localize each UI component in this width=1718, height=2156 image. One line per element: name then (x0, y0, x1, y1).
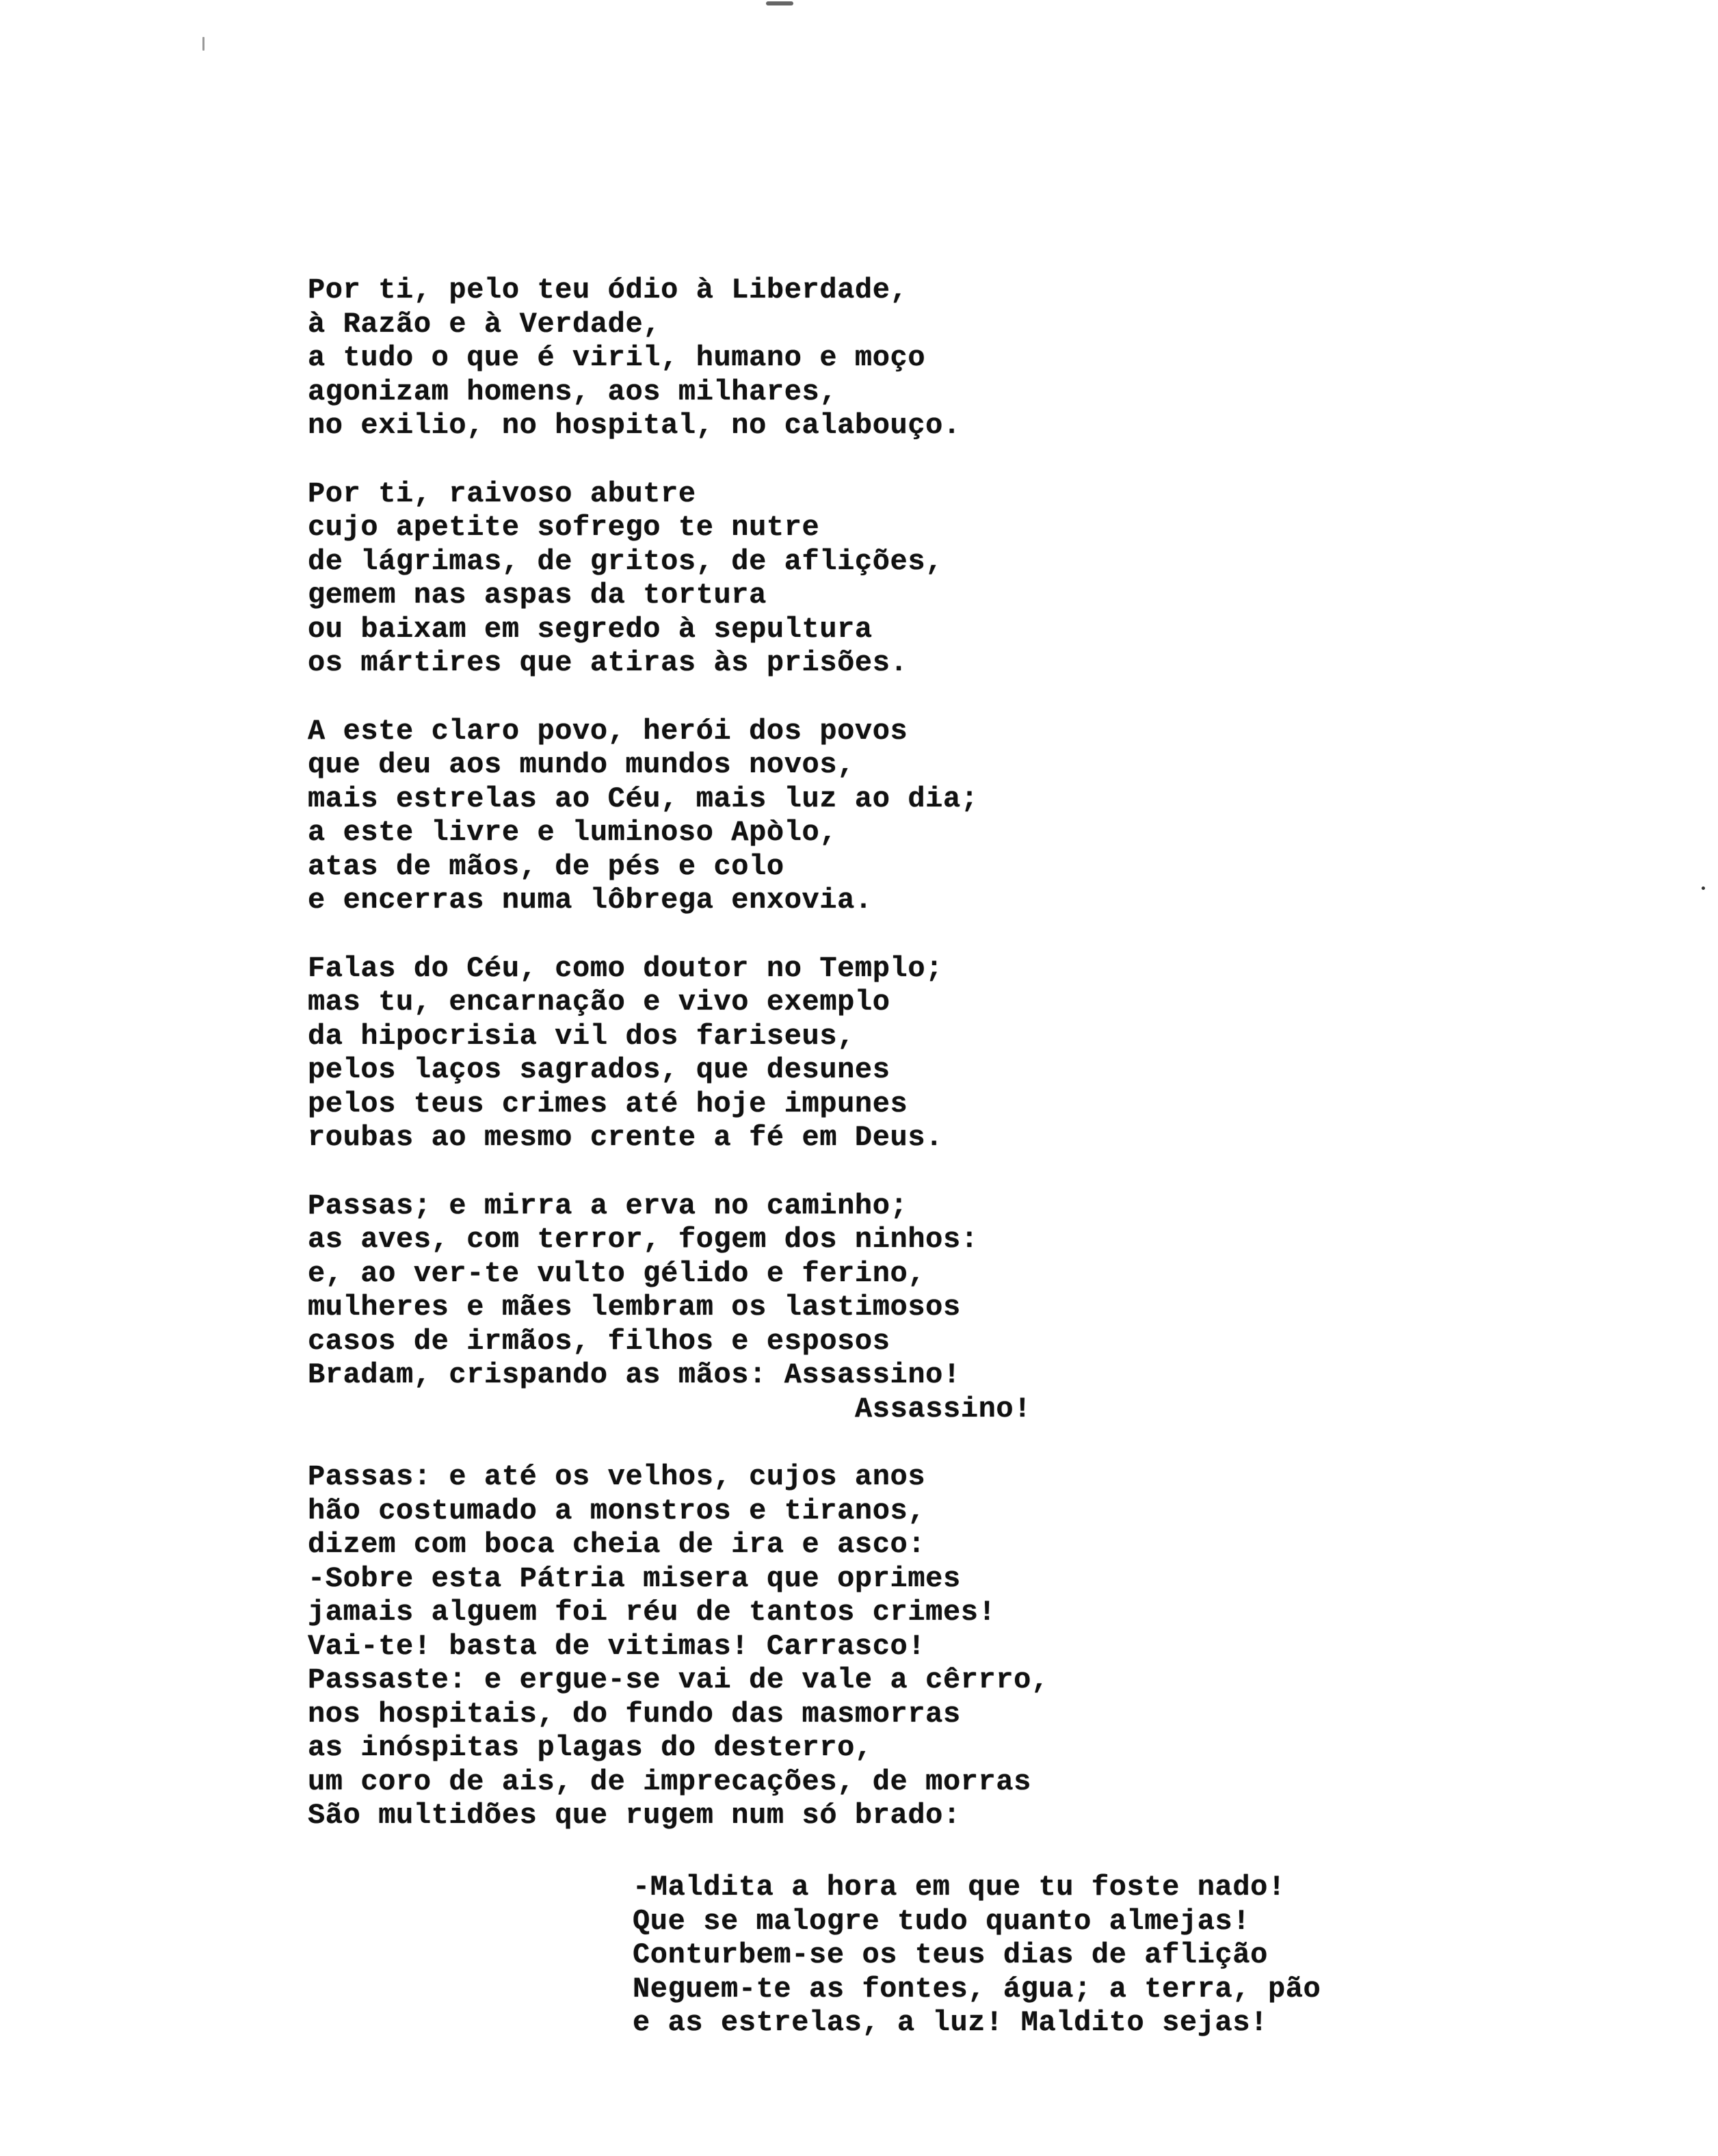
poem-line: jamais alguem foi réu de tantos crimes! (308, 1596, 996, 1629)
poem-line: Bradam, crispando as mãos: Assassino! (308, 1358, 961, 1391)
poem-line: Passaste: e ergue-se vai de vale a cêrrro, (308, 1664, 1049, 1696)
poem-line: Falas do Céu, como doutor no Templo; (308, 951, 943, 985)
poem-line: cujo apetite sofrego te nutre (308, 511, 820, 544)
poem-line: Vai-te! basta de vitimas! Carrasco! (308, 1629, 926, 1663)
poem-line: pelos laços sagrados, que desunes (308, 1053, 890, 1086)
poem-line: e encerras numa lôbrega enxovia. (308, 884, 873, 917)
poem-line: à Razão e à Verdade, (308, 307, 661, 341)
poem-line: agonizam homens, aos milhares, (308, 375, 838, 408)
scan-mark-right (1702, 886, 1705, 890)
poem-line: da hipocrisia vil dos fariseus, (308, 1019, 855, 1053)
poem-line: hão costumado a monstros e tiranos, (308, 1494, 926, 1527)
poem-line: Conturbem-se os teus dias de aflição (633, 1938, 1268, 1971)
poem-line: de lágrimas, de gritos, de aflições, (308, 544, 943, 578)
poem-line: pelos teus crimes até hoje impunes (308, 1087, 908, 1120)
poem-line: Passas: e até os velhos, cujos anos (308, 1460, 926, 1493)
stanza-1 (308, 274, 1607, 443)
poem-line: um coro de ais, de imprecações, de morras (308, 1765, 1031, 1798)
poem-line: gemem nas aspas da tortura (308, 579, 767, 612)
poem-line: casos de irmãos, filhos e esposos (308, 1324, 890, 1358)
poem-line: Que se malogre tudo quanto almejas! (633, 1904, 1251, 1938)
scan-mark-left (202, 37, 204, 51)
scan-mark-top (766, 1, 793, 5)
poem-line: e, ao ver-te vulto gélido e ferino, (308, 1257, 926, 1290)
poem-line: que deu aos mundo mundos novos, (308, 748, 855, 781)
poem-line: a este livre e luminoso Apòlo, (308, 816, 838, 849)
poem-line: as inóspitas plagas do desterro, (308, 1731, 873, 1764)
poem-line: nos hospitais, do fundo das masmorras (308, 1697, 961, 1731)
poem-line: A este claro povo, herói dos povos (308, 714, 908, 748)
poem-line: São multidões que rugem num só brado: (308, 1799, 961, 1832)
poem-line: Neguem-te as fontes, água; a terra, pão (633, 1972, 1321, 2006)
poem-line: Por ti, pelo teu ódio à Liberdade, (308, 274, 908, 306)
poem-line: os mártires que atiras às prisões. (308, 646, 908, 679)
stanza-5 (308, 1189, 1607, 1427)
poem-line: mais estrelas ao Céu, mais luz ao dia; (308, 782, 979, 815)
poem-body (308, 274, 1607, 1867)
poem-line: mulheres e mães lembram os lastimosos (308, 1291, 961, 1324)
poem-line: Passas; e mirra a erva no caminho; (308, 1189, 908, 1222)
poem-line: roubas ao mesmo crente a fé em Deus. (308, 1121, 943, 1154)
final-stanza (633, 1871, 1658, 2040)
stanza-2 (308, 477, 1607, 681)
poem-line: a tudo o que é viril, humano e moço (308, 341, 926, 374)
poem-line: atas de mãos, de pés e colo (308, 850, 784, 883)
poem-line: as aves, com terror, fogem dos ninhos: (308, 1223, 979, 1256)
poem-line: Por ti, raivoso abutre (308, 477, 696, 510)
poem-line: mas tu, encarnação e vivo exemplo (308, 986, 890, 1018)
poem-line-trailing: Assassino! (855, 1392, 1032, 1425)
poem-line: -Maldita a hora em que tu foste nado! (633, 1871, 1286, 1904)
poem-line: e as estrelas, a luz! Maldito sejas! (633, 2006, 1268, 2039)
stanza-6 (308, 1460, 1607, 1833)
poem-line: -Sobre esta Pátria misera que oprimes (308, 1562, 961, 1595)
poem-line: ou baixam em segredo à sepultura (308, 612, 873, 646)
poem-line: no exilio, no hospital, no calabouço. (308, 409, 961, 442)
stanza-4 (308, 952, 1607, 1155)
stanza-3 (308, 715, 1607, 918)
poem-line: dizem com boca cheia de ira e asco: (308, 1528, 926, 1561)
